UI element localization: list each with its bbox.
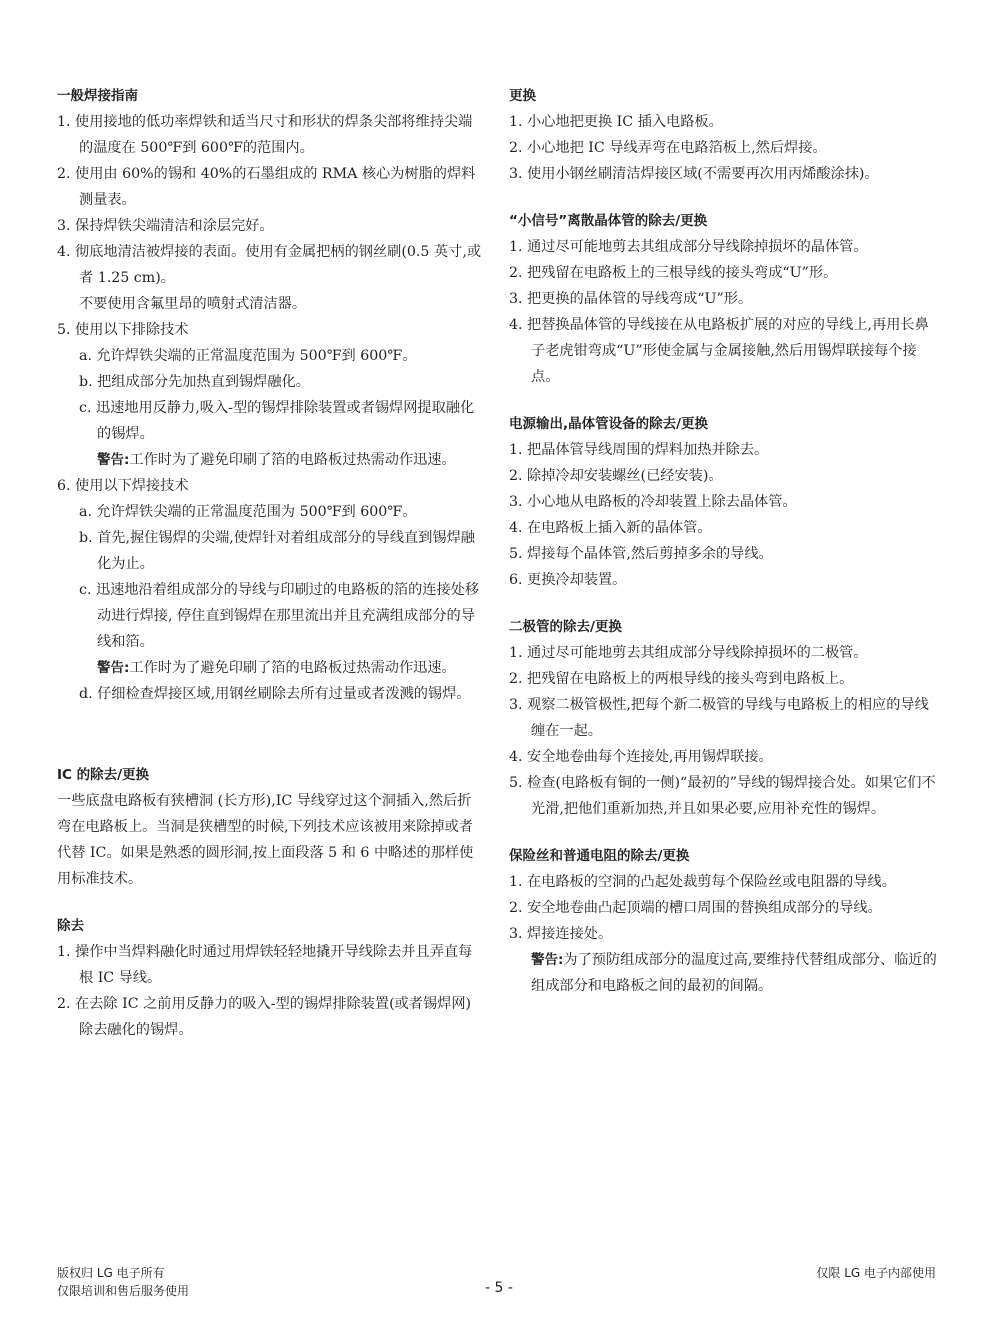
list-item: 1. 小心地把更换 IC 插入电路板。	[509, 114, 723, 130]
footer-right: 仅限 LG 电子内部使用	[816, 1266, 936, 1280]
page-number: - 5 -	[485, 1280, 513, 1296]
sub-list-item: b. 把组成部分先加热直到锡焊融化。	[79, 374, 310, 390]
list-item: 1. 通过尽可能地剪去其组成部分导线除掉损坏的晶体管。	[509, 239, 868, 255]
warning-label: 警告:	[97, 660, 130, 676]
list-item: 4. 在电路板上插入新的晶体管。	[509, 520, 712, 536]
list-item: 3. 观察二极管极性,把每个新二极管的导线与电路板上的相应的导线缠在一起。	[509, 697, 929, 739]
left-column	[57, 86, 485, 1067]
section-small-signal-transistor	[509, 211, 939, 390]
section-ic-removal	[57, 765, 485, 892]
warning-label: 警告:	[97, 452, 130, 468]
section-general-soldering	[57, 86, 485, 707]
list-item: 1. 使用接地的低功率焊铁和适当尺寸和形状的焊条尖部将维持尖端的温度在 500℉到 600℉的范围内。	[57, 114, 473, 156]
section-title: 保险丝和普通电阻的除去/更换	[509, 848, 690, 864]
warning-note	[57, 655, 485, 681]
section-title: 更换	[509, 88, 536, 104]
warning-note	[509, 947, 939, 999]
copyright-text: 版权归 LG 电子所有	[57, 1266, 165, 1280]
section-removal	[57, 916, 485, 1043]
section-title: “小信号”离散晶体管的除去/更换	[509, 213, 708, 229]
section-replace	[509, 86, 939, 187]
list-item: 5. 焊接每个晶体管,然后剪掉多余的导线。	[509, 546, 773, 562]
right-column	[509, 86, 939, 1023]
list-item: 6. 更换冷却装置。	[509, 572, 627, 588]
warning-text: 工作时为了避免印刷了箔的电路板过热需动作迅速。	[129, 452, 456, 468]
sub-list-item: c. 迅速地用反静力,吸入-型的锡焊排除装置或者锡焊网提取融化的锡焊。	[79, 400, 475, 442]
list-item: 5. 使用以下排除技术	[57, 322, 189, 338]
warning-label: 警告:	[531, 952, 564, 968]
sub-list-item: a. 允许焊铁尖端的正常温度范围为 500℉到 600℉。	[79, 504, 417, 520]
list-item: 1. 操作中当焊料融化时通过用焊铁轻轻地撬开导线除去并且弄直每根 IC 导线。	[57, 944, 473, 986]
list-item: 2. 把残留在电路板上的两根导线的接头弯到电路板上。	[509, 671, 854, 687]
list-item: 1. 通过尽可能地剪去其组成部分导线除掉损坏的二极管。	[509, 645, 868, 661]
list-item: 3. 焊接连接处。	[509, 926, 613, 942]
warning-note	[57, 447, 485, 473]
sub-list-item: c. 迅速地沿着组成部分的导线与印刷过的电路板的箔的连接处移动进行焊接, 停住直到锡焊在那里流出并且充满组成部分的导线和箔。	[79, 582, 480, 650]
section-fuse-resistor	[509, 846, 939, 999]
sub-list-item: d. 仔细检查焊接区域,用钢丝刷除去所有过量或者泼溅的锡焊。	[79, 686, 471, 702]
list-item: 3. 小心地从电路板的冷却装置上除去晶体管。	[509, 494, 797, 510]
list-item: 2. 使用由 60%的锡和 40%的石墨组成的 RMA 核心为树脂的焊料测量表。	[57, 166, 476, 208]
paragraph: 一些底盘电路板有狭槽洞 (长方形),IC 导线穿过这个洞插入,然后折弯在电路板上。当洞是狭槽型的时候,下列技术应该被用来除掉或者代替 IC。如果是熟悉的圆形洞,按上面段落 5 和 6 中略述的那样使用标准技术。	[57, 793, 474, 887]
list-item: 2. 安全地卷曲凸起顶端的槽口周围的替换组成部分的导线。	[509, 900, 882, 916]
list-item: 4. 安全地卷曲每个连接处,再用锡焊联接。	[509, 749, 773, 765]
section-diode	[509, 617, 939, 822]
list-item: 4. 彻底地清洁被焊接的表面。使用有金属把柄的钢丝刷(0.5 英寸,或者 1.25 cm)。	[57, 244, 482, 286]
sub-list-item: a. 允许焊铁尖端的正常温度范围为 500℉到 600℉。	[79, 348, 417, 364]
warning-text: 为了预防组成部分的温度过高,要维持代替组成部分、临近的组成部分和电路板之间的最初的间隔。	[531, 952, 937, 994]
list-item: 1. 把晶体管导线周围的焊料加热并除去。	[509, 442, 769, 458]
list-item: 2. 除掉冷却安装螺丝(已经安装)。	[509, 468, 723, 484]
list-item: 2. 把残留在电路板上的三根导线的接头弯成“U”形。	[509, 265, 838, 281]
sub-list-item: b. 首先,握住锡焊的尖端,使焊针对着组成部分的导线直到锡焊融化为止。	[79, 530, 475, 572]
section-title: 除去	[57, 918, 84, 934]
list-note: 不要使用含氟里昂的喷射式清洁器。	[79, 296, 307, 312]
section-title: 电源输出,晶体管设备的除去/更换	[509, 416, 709, 432]
list-item: 4. 把替换晶体管的导线接在从电路板扩展的对应的导线上,再用长鼻子老虎钳弯成“U”形使金属与金属接触,然后用锡焊联接每个接点。	[509, 317, 929, 385]
list-item: 5. 检查(电路板有铜的一侧)“最初的”导线的锡焊接合处。如果它们不光滑,把他们重新加热,并且如果必要,应用补充性的锡焊。	[509, 775, 936, 817]
list-item: 6. 使用以下焊接技术	[57, 478, 189, 494]
list-item: 3. 保持焊铁尖端清洁和涂层完好。	[57, 218, 274, 234]
list-item: 2. 小心地把 IC 导线弄弯在电路箔板上,然后焊接。	[509, 140, 827, 156]
list-item: 3. 把更换的晶体管的导线弯成“U”形。	[509, 291, 753, 307]
warning-text: 工作时为了避免印刷了箔的电路板过热需动作迅速。	[129, 660, 456, 676]
section-title: 一般焊接指南	[57, 88, 138, 104]
usage-text: 仅限培训和售后服务使用	[57, 1284, 190, 1298]
list-item: 2. 在去除 IC 之前用反静力的吸入-型的锡焊排除装置(或者锡焊网)除去融化的锡焊。	[57, 996, 472, 1038]
section-title: 二极管的除去/更换	[509, 619, 622, 635]
section-title: IC 的除去/更换	[57, 767, 150, 783]
list-item: 3. 使用小钢丝刷清洁焊接区域(不需要再次用丙烯酸涂抹)。	[509, 166, 879, 182]
list-item: 1. 在电路板的空洞的凸起处裁剪每个保险丝或电阻器的导线。	[509, 874, 896, 890]
section-power-transistor	[509, 414, 939, 593]
